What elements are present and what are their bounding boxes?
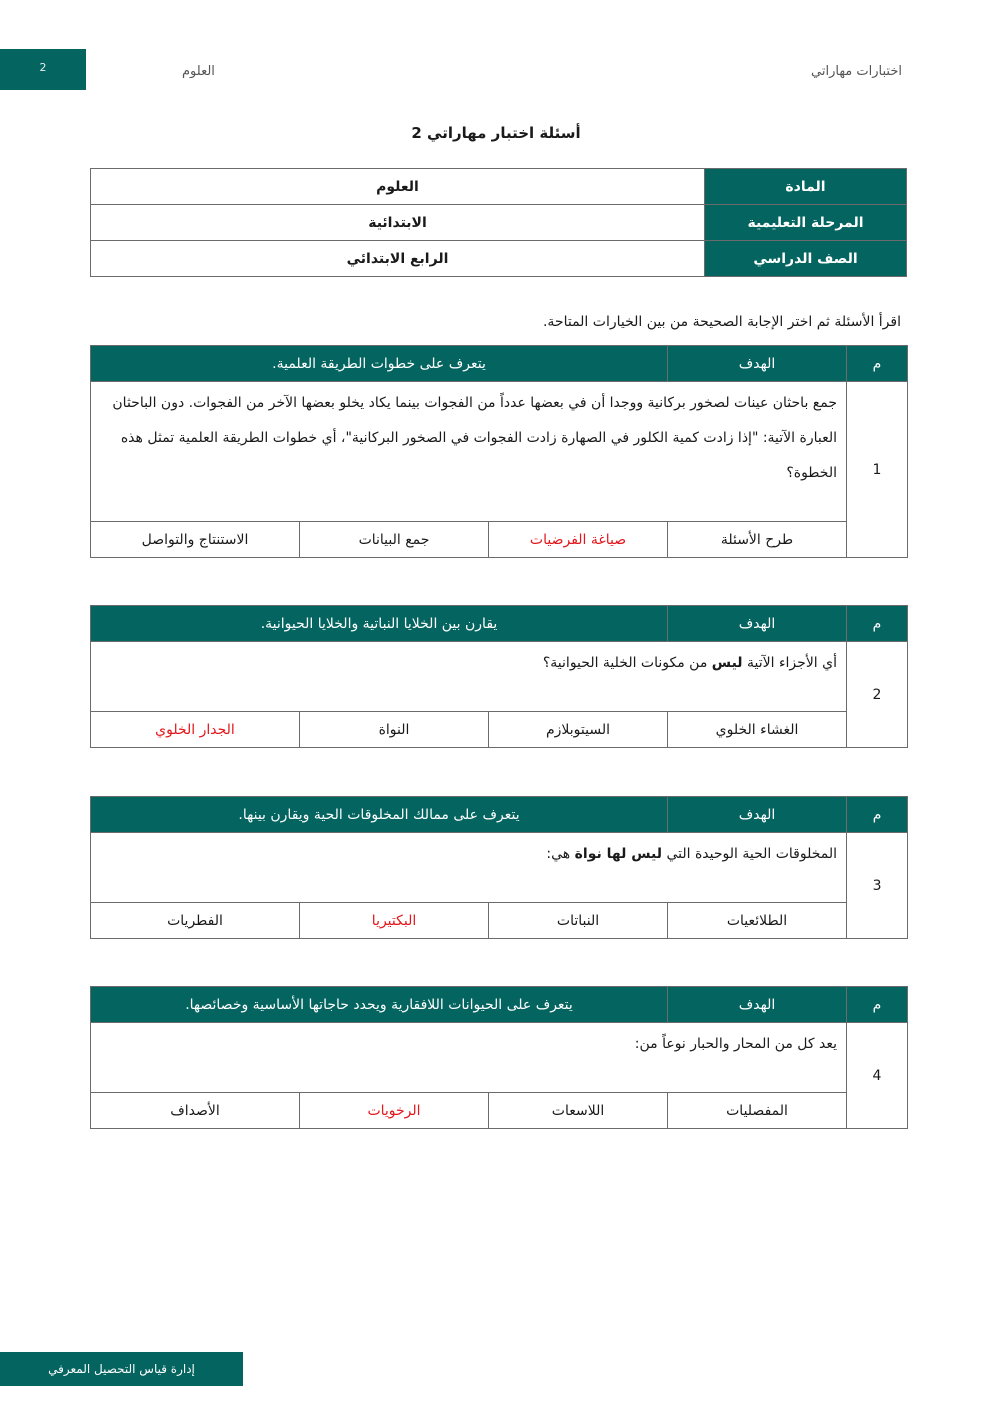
option-c-correct[interactable]: الرخويات: [300, 1093, 489, 1129]
option-b[interactable]: اللاسعات: [489, 1093, 668, 1129]
goal-label: الهدف: [668, 987, 847, 1023]
info-value-grade: الرابع الابتدائي: [91, 241, 705, 277]
info-row: [91, 205, 907, 241]
option-a[interactable]: طرح الأسئلة: [668, 522, 847, 558]
page-title: أسئلة اختبار مهاراتي 2: [411, 124, 581, 142]
question-table-3: [90, 796, 908, 939]
info-value-stage: الابتدائية: [91, 205, 705, 241]
number-label: م: [847, 797, 908, 833]
number-label: م: [847, 606, 908, 642]
info-table: [90, 168, 907, 277]
info-label-stage: المرحلة التعليمية: [705, 205, 907, 241]
option-c[interactable]: النواة: [300, 712, 489, 748]
option-b-correct[interactable]: صياغة الفرضيات: [489, 522, 668, 558]
page-number-tab: [0, 49, 86, 90]
goal-label: الهدف: [668, 606, 847, 642]
question-number: 4: [847, 1023, 908, 1129]
question-number: 1: [847, 382, 908, 558]
option-d-correct[interactable]: الجدار الخلوي: [91, 712, 300, 748]
option-b[interactable]: السيتوبلازم: [489, 712, 668, 748]
goal-text: يتعرف على ممالك المخلوقات الحية ويقارن بينها.: [91, 797, 668, 833]
options-row: [91, 903, 908, 939]
question-stem: [91, 833, 847, 903]
stem-emphasis: ليس: [711, 655, 743, 671]
number-label: م: [847, 987, 908, 1023]
stem-text: من مكونات الخلية الحيوانية؟: [542, 655, 712, 671]
options-row: [91, 1093, 908, 1129]
info-row: [91, 169, 907, 205]
info-row: [91, 241, 907, 277]
footer-department: إدارة قياس التحصيل المعرفي: [0, 1352, 243, 1386]
question-header: [91, 797, 908, 833]
instructions: اقرأ الأسئلة ثم اختر الإجابة الصحيحة من بين الخيارات المتاحة.: [542, 314, 901, 330]
header-series: اختبارات مهاراتي: [811, 64, 902, 79]
question-number: 3: [847, 833, 908, 939]
header-subject: العلوم: [182, 64, 215, 79]
goal-text: يتعرف على خطوات الطريقة العلمية.: [91, 346, 668, 382]
option-d[interactable]: الفطريات: [91, 903, 300, 939]
option-d[interactable]: الاستنتاج والتواصل: [91, 522, 300, 558]
goal-label: الهدف: [668, 346, 847, 382]
goal-text: يقارن بين الخلايا النباتية والخلايا الحيوانية.: [91, 606, 668, 642]
page-number: 2: [39, 61, 47, 74]
question-header: [91, 987, 908, 1023]
option-c-correct[interactable]: البكتيريا: [300, 903, 489, 939]
number-label: م: [847, 346, 908, 382]
question-number: 2: [847, 642, 908, 748]
option-b[interactable]: النباتات: [489, 903, 668, 939]
info-value-subject: العلوم: [91, 169, 705, 205]
options-row: [91, 522, 908, 558]
question-stem: يعد كل من المحار والحبار نوعاً من:: [91, 1023, 847, 1093]
goal-text: يتعرف على الحيوانات اللافقارية ويحدد حاجاتها الأساسية وخصائصها.: [91, 987, 668, 1023]
option-d[interactable]: الأصداف: [91, 1093, 300, 1129]
question-stem-row: [91, 833, 908, 903]
option-c[interactable]: جمع البيانات: [300, 522, 489, 558]
question-header: [91, 346, 908, 382]
stem-text: أي الأجزاء الآتية: [742, 655, 837, 671]
stem-text: المخلوقات الحية الوحيدة التي: [662, 846, 838, 862]
stem-text: هي:: [546, 846, 575, 862]
option-a[interactable]: الطلائعيات: [668, 903, 847, 939]
question-stem-row: [91, 1023, 908, 1093]
question-stem-row: [91, 642, 908, 712]
option-a[interactable]: الغشاء الخلوي: [668, 712, 847, 748]
question-table-2: [90, 605, 908, 748]
question-stem: [91, 642, 847, 712]
info-label-grade: الصف الدراسي: [705, 241, 907, 277]
question-table-1: [90, 345, 908, 558]
question-stem: جمع باحثان عينات لصخور بركانية ووجدا أن في بعضها عدداً من الفجوات بينما يكاد يخلو بعضها الآخر من الفجوات. دون الباحثان العبارة الآتية: "إذا زادت كمية الكلور في الصهارة زادت الفجوات في الصخور البركانية"، أي خطوات الطريقة العلمية تمثل هذه الخطوة؟: [91, 382, 847, 522]
options-row: [91, 712, 908, 748]
question-table-4: [90, 986, 908, 1129]
info-label-subject: المادة: [705, 169, 907, 205]
option-a[interactable]: المفصليات: [668, 1093, 847, 1129]
stem-emphasis: ليس لها نواة: [574, 846, 663, 862]
question-header: [91, 606, 908, 642]
question-stem-row: [91, 382, 908, 522]
goal-label: الهدف: [668, 797, 847, 833]
